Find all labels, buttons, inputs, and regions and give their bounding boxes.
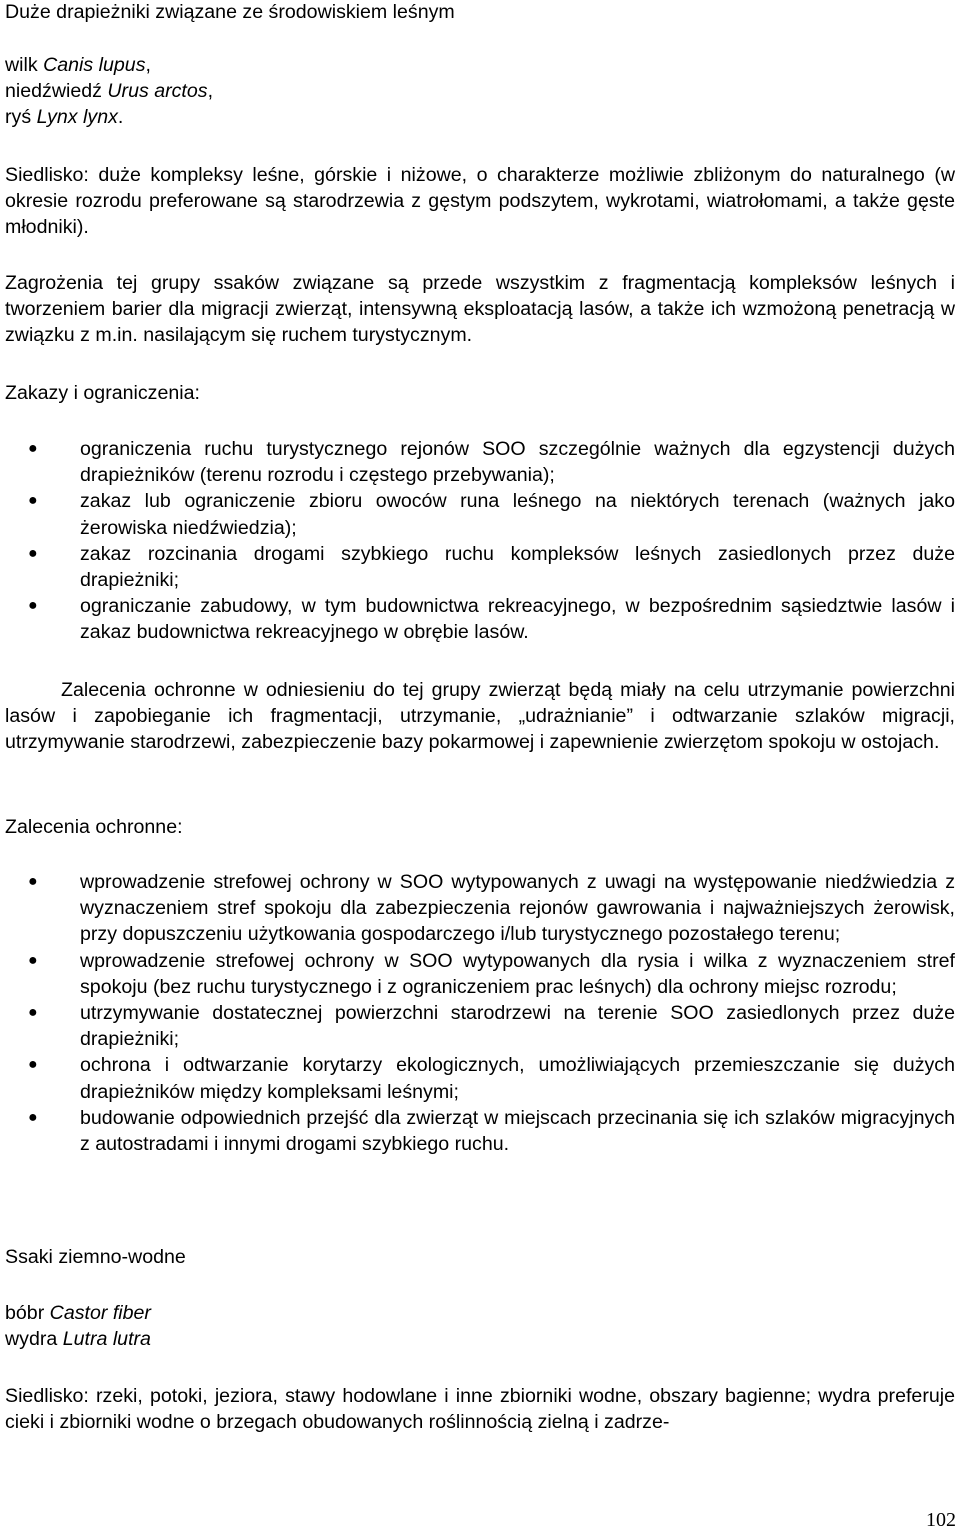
restrictions-heading: Zakazy i ograniczenia: bbox=[5, 382, 200, 404]
bullet-icon: ● bbox=[28, 873, 38, 890]
page-number: 102 bbox=[926, 1508, 956, 1531]
bullet-icon: ● bbox=[28, 1108, 38, 1126]
bullet-icon: ● bbox=[28, 597, 38, 615]
section-heading: Duże drapieżniki związane ze środowiskiem leśnym bbox=[5, 1, 455, 23]
latin-name: Lutra lutra bbox=[62, 1328, 151, 1351]
threats-paragraph: Zagrożenia tej grupy ssaków związane są przede wszystkim z fragmentacją kompleksów leśnych i tworzeniem barier dla migracji zwierząt, intensywną eksploatacją lasów, a także ich wzmożoną penetracją w związku z m.in. nasilającym się ruchem turystycznym. bbox=[5, 272, 955, 347]
latin-name: Castor fiber bbox=[49, 1302, 151, 1324]
species-item: ryś Lynx lynx. bbox=[5, 106, 124, 129]
species-item: wilk Canis lupus, bbox=[5, 54, 151, 76]
recommendations-list bbox=[5, 869, 955, 1157]
species-item: wydra Lutra lutra bbox=[5, 1328, 151, 1351]
list-item: ● ograniczanie zabudowy, w tym budownictwa rekreacyjnego, w bezpośrednim sąsiedztwie lasów i zakaz budownictwa rekreacyjnego w obrębie lasów. bbox=[28, 595, 955, 644]
species-list-large-predators bbox=[5, 52, 213, 131]
list-item: ● budowanie odpowiednich przejść dla zwierząt w miejscach przecinania się ich szlaków migracyjnych z autostradami i innymi drogami szybkiego ruchu. bbox=[28, 1106, 955, 1156]
bullet-icon: ● bbox=[28, 492, 38, 510]
list-item: ● zakaz rozcinania drogami szybkiego ruchu kompleksów leśnych zasiedlonych przez duże drapieżniki; bbox=[28, 542, 955, 592]
list-item: ● wprowadzenie strefowej ochrony w SOO wytypowanych z uwagi na występowanie niedźwiedzia z wyznaczeniem stref spokoju dla zabezpieczenia rejonów gawrowania i najważniejszych żerowisk, przy dopuszczeniu użytkowania gospodarczego i/lub turystycznego pozostałego terenu; bbox=[28, 871, 955, 946]
bullet-icon: ● bbox=[28, 1056, 38, 1074]
list-item: ● wprowadzenie strefowej ochrony w SOO wytypowanych dla rysia i wilka z wyznaczeniem stref spokoju (bez ruchu turystycznego i z ograniczeniem prac leśnych) dla ochrony miejsc rozrodu; bbox=[28, 949, 955, 998]
restrictions-list bbox=[5, 436, 955, 646]
bullet-icon: ● bbox=[28, 440, 38, 457]
latin-name: Canis lupus bbox=[43, 54, 146, 76]
species-list-semiaquatic bbox=[5, 1300, 151, 1352]
bullet-icon: ● bbox=[28, 544, 38, 562]
habitat-paragraph: Siedlisko: duże kompleksy leśne, górskie i niżowe, o charakterze możliwie zbliżonym do naturalnego (w okresie rozrodu preferowane są starodrzewia z gęstym podszytem, wykrotami, wiatrołomami, a także gęste młodniki). bbox=[5, 164, 955, 239]
list-item: ● ograniczenia ruchu turystycznego rejonów SOO szczególnie ważnych dla egzystencji dużych drapieżników (terenu rozrodu i częstego przebywania); bbox=[28, 438, 955, 487]
list-item: ● utrzymywanie dostatecznej powierzchni starodrzewi na terenie SOO zasiedlonych przez duże drapieżniki; bbox=[28, 1002, 955, 1051]
bullet-icon: ● bbox=[28, 1004, 38, 1022]
list-item: ● zakaz lub ograniczenie zbioru owoców runa leśnego na niektórych terenach (ważnych jako żerowiska niedźwiedzia); bbox=[28, 490, 955, 539]
species-item: bóbr Castor fiber bbox=[5, 1302, 151, 1324]
subsection-heading: Ssaki ziemno-wodne bbox=[5, 1246, 186, 1268]
bullet-icon: ● bbox=[28, 951, 38, 969]
latin-name: Urus arctos bbox=[107, 80, 208, 103]
habitat-paragraph-semiaquatic: Siedlisko: rzeki, potoki, jeziora, stawy hodowlane i inne zbiorniki wodne, obszary bagienne; wydra preferuje cieki i zbiorniki wodne o brzegach obudowanych roślinnością zielną i zadrze- bbox=[5, 1385, 955, 1434]
list-item: ● ochrona i odtwarzanie korytarzy ekologicznych, umożliwiających przemieszczanie się dużych drapieżników między kompleksami leśnymi; bbox=[28, 1054, 955, 1103]
recommendations-heading: Zalecenia ochronne: bbox=[5, 816, 183, 838]
recommendations-paragraph: Zalecenia ochronne w odniesieniu do tej grupy zwierząt będą miały na celu utrzymanie powierzchni lasów i zapobieganie ich fragmentacji, utrzymanie, „udrażnianie” i odtwarzanie szlaków migracji, utrzymywanie starodrzewi, zabezpieczenie bazy pokarmowej i zapewnienie zwierzętom spokoju w ostojach. bbox=[5, 679, 955, 754]
latin-name: Lynx lynx bbox=[36, 106, 118, 129]
species-item: niedźwiedź Urus arctos, bbox=[5, 80, 214, 103]
